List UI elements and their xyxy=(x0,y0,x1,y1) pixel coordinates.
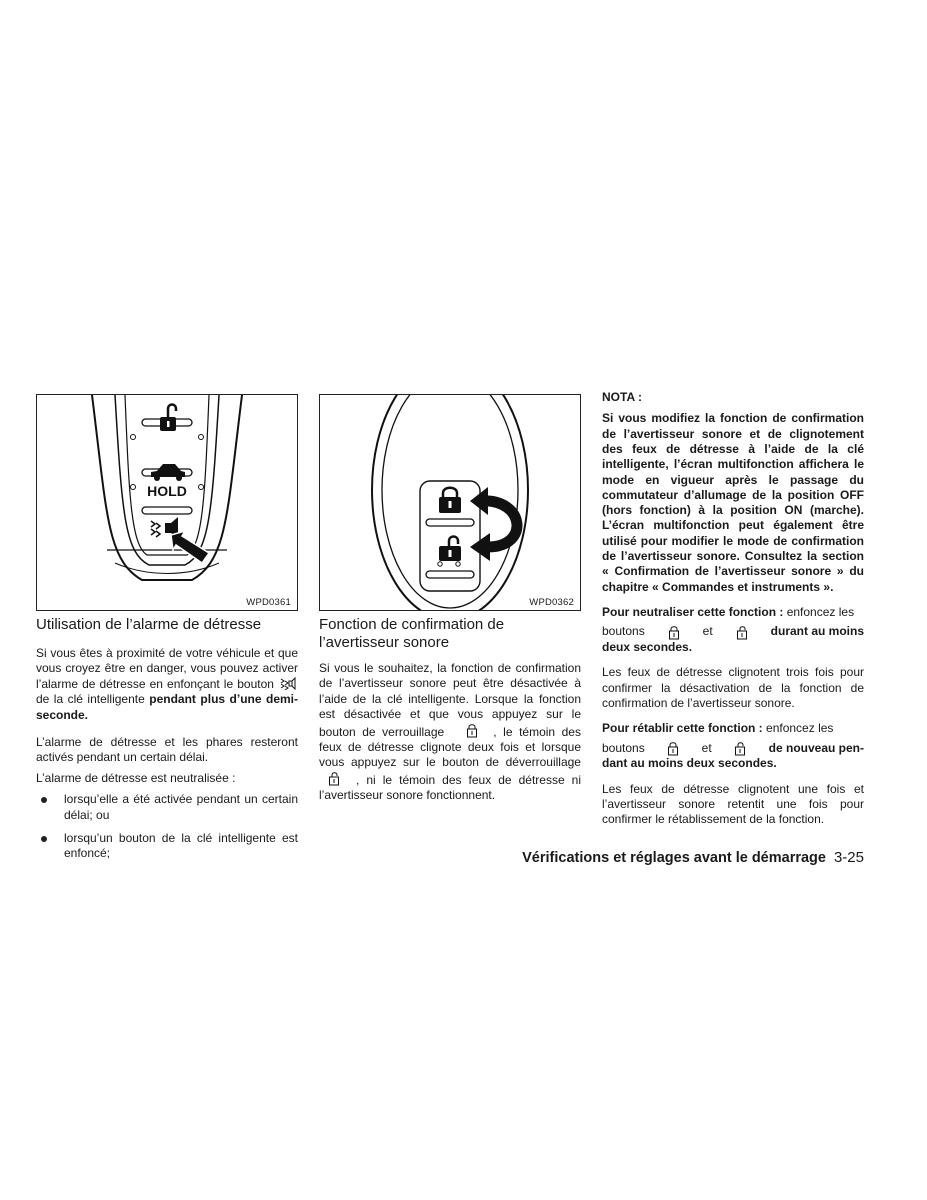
key-fob-panic-illustration xyxy=(37,395,297,610)
hold-label: HOLD xyxy=(147,483,187,499)
neutralize-buttons-line: boutons et durant au moins xyxy=(602,624,864,639)
restore-duration: dant au moins deux secondes. xyxy=(602,756,777,771)
key-fob-lock-illustration xyxy=(320,395,580,610)
paragraph-duration: L’alarme de détresse et les phares resteront activés pendant un certain délai. xyxy=(36,735,298,765)
paragraph-neutralize: Pour neutraliser cette fonction : enfoncez les xyxy=(602,604,855,619)
unlock-icon xyxy=(327,771,341,786)
figure-code: WPD0361 xyxy=(246,597,291,608)
pointer-arrow-icon xyxy=(171,531,209,563)
unlock-icon xyxy=(733,741,747,756)
unlock-icon xyxy=(735,625,749,640)
list-item: lorsqu’un bouton de la clé intelligente est enfoncé; xyxy=(36,831,298,862)
paragraph-neutralized: L’alarme de détresse est neutralisée : xyxy=(36,770,236,785)
figure-horn-confirmation xyxy=(319,394,581,611)
paragraph-neutralize-result: Les feux de détresse clignotent trois fois pour confirmer la désactivation de la fonction de confirmation de l’avertisseur sonore. xyxy=(602,665,864,710)
paragraph-restore: Pour rétablir cette fonction : enfoncez les xyxy=(602,721,834,736)
footer-section-title: Vérifications et réglages avant le démarrage xyxy=(522,850,826,866)
unlock-icon xyxy=(160,405,176,432)
bullet-icon xyxy=(41,836,47,842)
paragraph-panic-intro: Si vous êtes à proximité de votre véhicule et que vous croyez être en danger, vous pouvez activer l’alarme de détresse en enfonçant le bouton de la clé intelligente pendant plus d’une demi-seconde. xyxy=(36,646,298,722)
lock-icon xyxy=(465,723,479,738)
nota-label: NOTA : xyxy=(602,390,642,404)
nota-text: Si vous modifiez la fonction de confirmation de l’avertisseur sonore et de clignotement des feux de détresse à l’aide de la clé intelligente, l’écran multifonction affichera le mode en vigueur après le passage du commutateur d’allumage de la position OFF (hors fonction) à la position ON (marche). L’écran multifonction peut également être utilisé pour modifier le mode de confirmation de l’avertisseur sonore. Consultez la section « Confirmation de l’avertisseur sonore » du chapitre « Commandes et instruments ». xyxy=(602,411,864,594)
section-heading: Utilisation de l’alarme de détresse xyxy=(36,616,262,633)
car-icon xyxy=(151,464,185,481)
paragraph-restore-result: Les feux de détresse clignotent une fois et l’avertisseur sonore retentit une fois pour confirmer le rétablissement de la fonction. xyxy=(602,781,864,827)
page-number: 3-25 xyxy=(833,849,864,866)
neutralize-duration: deux secondes. xyxy=(602,639,693,654)
paragraph-horn-confirmation: Si vous le souhaitez, la fonction de confirmation de l’avertisseur sonore peut être désactivée à l’aide de la clé intelligente. Lorsque la fonction est désactivée et que vous appuyez sur le bouton de verrouillage , le témoin des feux de détresse clignote deux fois et lorsque vous appuyez sur le bouton de déverrouillage , ni le témoin des feux de détresse ni l’avertisseur sonore fonctionnent. xyxy=(319,661,581,803)
bullet-icon xyxy=(41,797,47,803)
page-footer xyxy=(522,849,864,866)
figure-code: WPD0362 xyxy=(529,597,574,608)
panic-horn-icon xyxy=(280,677,296,690)
list-item: lorsqu’elle a été activée pendant un certain délai; ou xyxy=(36,792,298,823)
section-heading: Fonction de confirmation de l’avertisseur sonore xyxy=(319,616,505,651)
lock-icon xyxy=(667,625,681,640)
restore-buttons-line: boutons et de nouveau pen- xyxy=(602,740,864,755)
lock-icon xyxy=(666,741,680,756)
figure-panic-alarm xyxy=(36,394,298,611)
